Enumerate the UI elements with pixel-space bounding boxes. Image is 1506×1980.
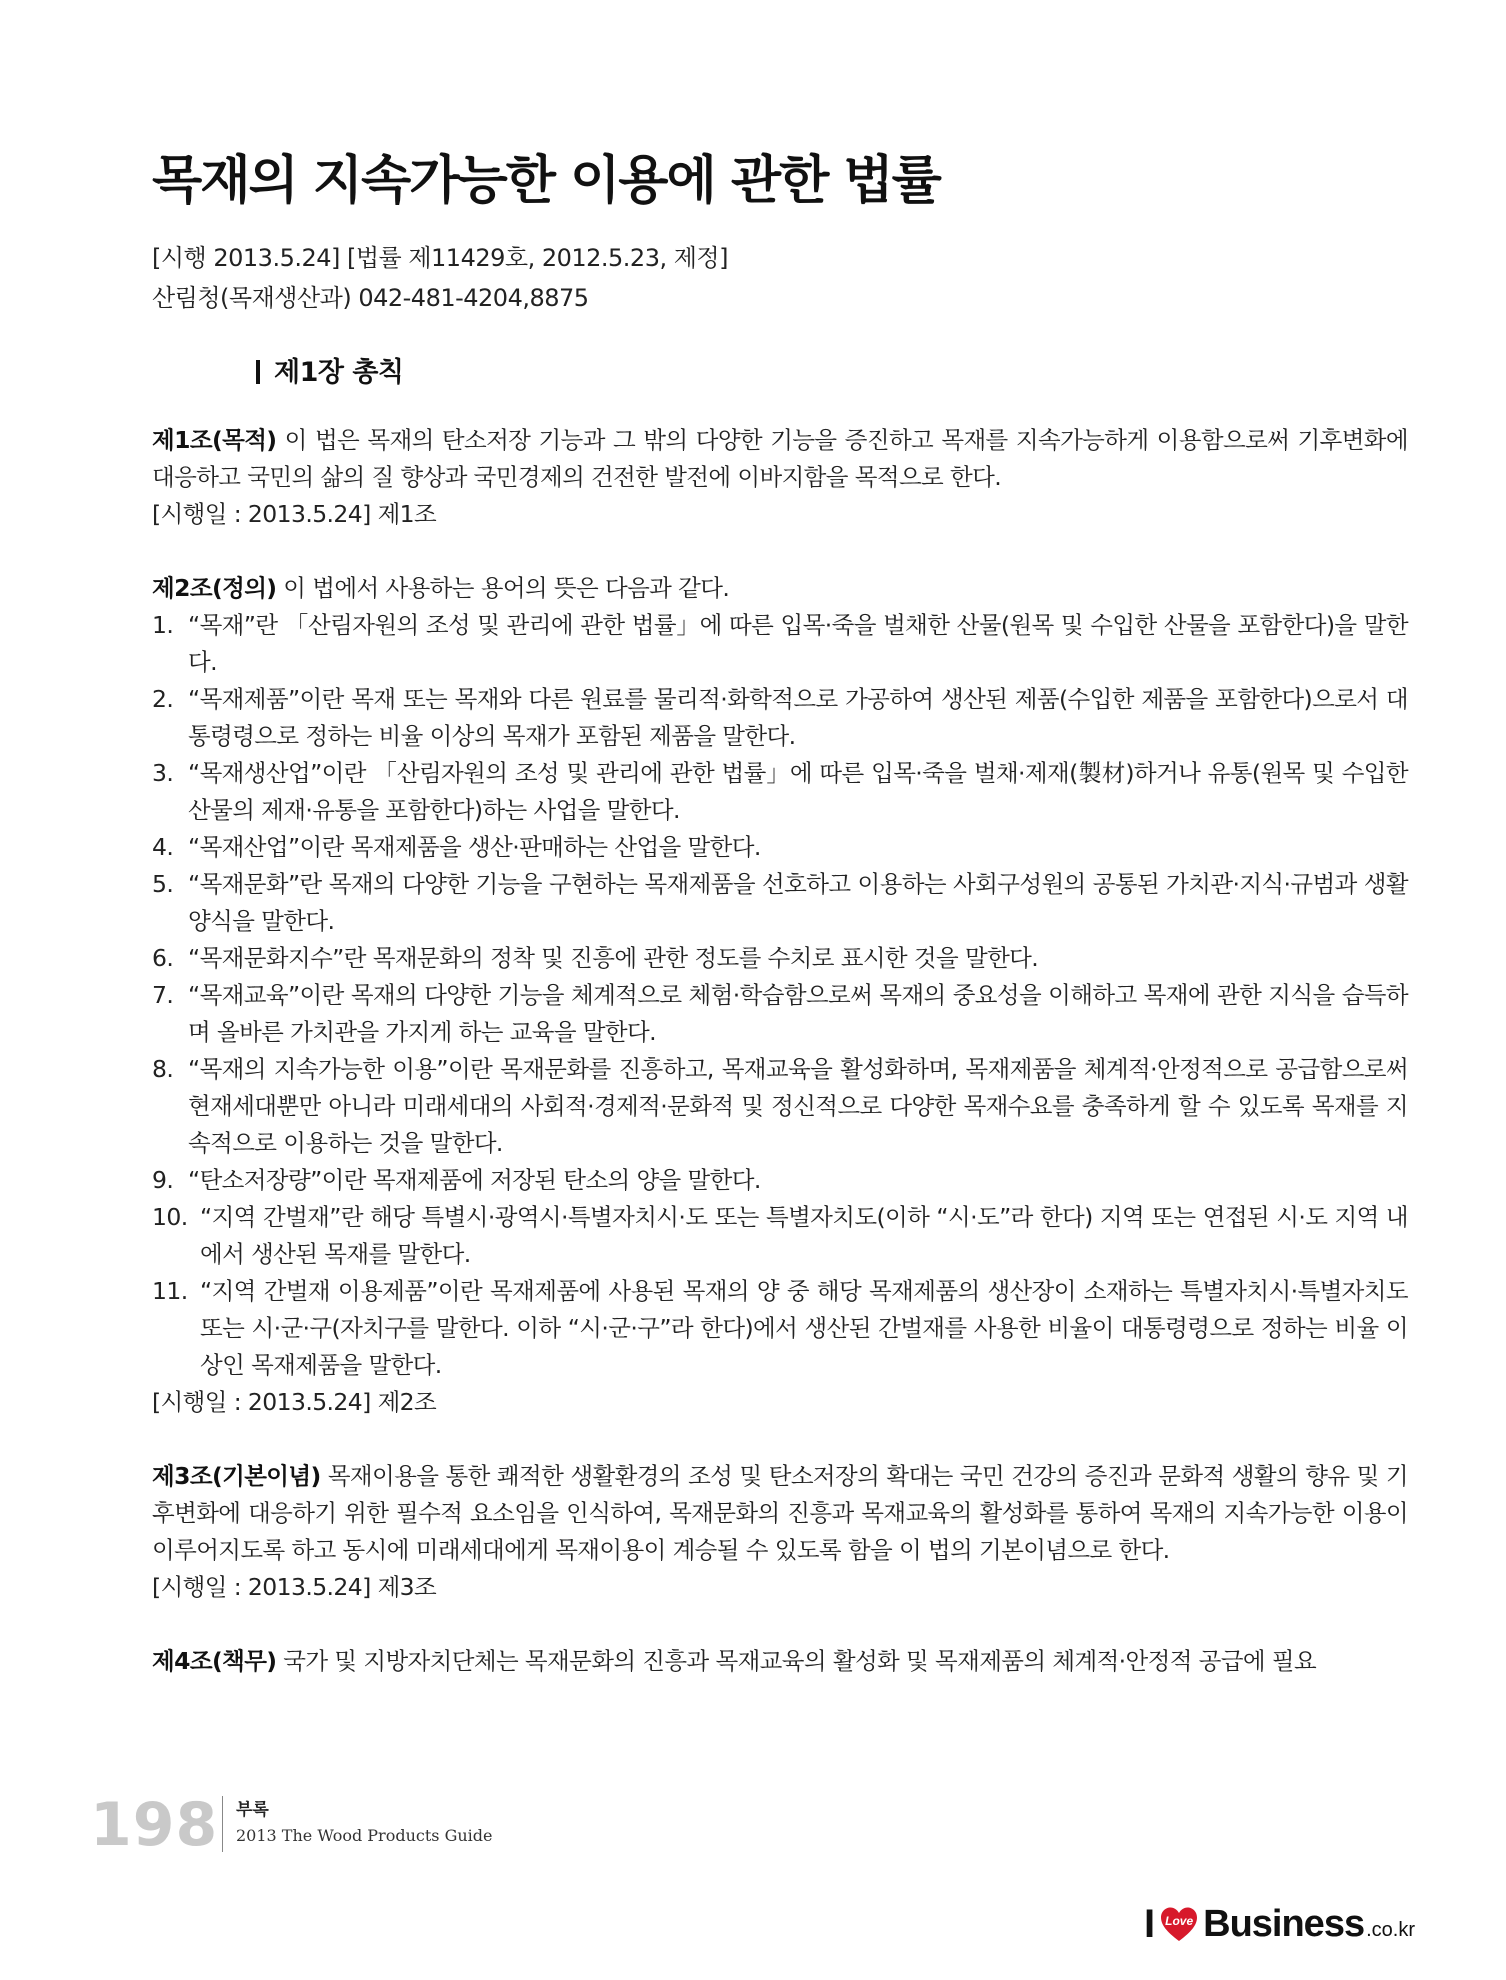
list-item [152,1162,1408,1199]
article-text: 목재이용을 통한 쾌적한 생활환경의 조성 및 탄소저장의 확대는 국민 건강의 증진과 문화적 생활의 향유 및 기후변화에 대응하기 위한 필수적 요소임을 인식하여, 목재문화의 진흥과 목재교육의 활성화를 통하여 목재의 지속가능한 이용이 이루어지도록 하고 동시에 미래세대에게 목재이용이 계승될 수 있도록 함을 이 법의 기본이념으로 한다. [152,1462,1408,1564]
article-heading: 제4조(책무) [152,1647,277,1675]
law-enforcement-info: [시행 2013.5.24] [법률 제11429호, 2012.5.23, 제정] [152,244,728,272]
list-item [152,1051,1408,1162]
effective-date: [시행일 : 2013.5.24] 제2조 [152,1388,437,1416]
item-text: “목재문화”란 목재의 다양한 기능을 구현하는 목재제품을 선호하고 이용하는 사회구성원의 공통된 가치관·지식·규범과 생활양식을 말한다. [188,870,1408,935]
agency-contact: 산림청(목재생산과) 042-481-4204,8875 [152,284,589,312]
item-number: 2. [152,685,174,713]
brand-prefix: I [1144,1902,1156,1946]
definition-list [152,607,1408,1384]
article-2 [152,570,1408,1421]
item-number: 7. [152,981,174,1009]
list-item [152,1273,1408,1384]
law-body [152,422,1408,1717]
effective-date: [시행일 : 2013.5.24] 제3조 [152,1573,437,1601]
article-text: 이 법에서 사용하는 용어의 뜻은 다음과 같다. [276,574,730,602]
article-heading: 제1조(목적) [152,426,277,454]
chapter-bar [256,360,260,384]
item-number: 5. [152,870,174,898]
list-item [152,940,1408,977]
item-text: “목재”란 「산림자원의 조성 및 관리에 관한 법률」에 따른 입목·죽을 벌채한 산물(원목 및 수입한 산물을 포함한다)을 말한다. [188,611,1408,676]
footer-guide-title: 2013 The Wood Products Guide [236,1826,493,1845]
item-number: 9. [152,1166,174,1194]
chapter-title: 제1장 총칙 [274,357,404,388]
list-item [152,1199,1408,1273]
brand-name: Business [1203,1903,1365,1945]
item-text: “목재제품”이란 목재 또는 목재와 다른 원료를 물리적·화학적으로 가공하여 생산된 제품(수입한 제품을 포함한다)으로서 대통령령으로 정하는 비율 이상의 목재가 포함된 제품을 말한다. [188,685,1408,750]
item-text: “지역 간벌재”란 해당 특별시·광역시·특별자치시·도 또는 특별자치도(이하 “시·도”라 한다) 지역 또는 연접된 시·도 지역 내에서 생산된 목재를 말한다. [200,1203,1408,1268]
article-heading: 제3조(기본이념) [152,1462,321,1490]
list-item [152,755,1408,829]
list-item [152,681,1408,755]
article-4 [152,1643,1408,1680]
item-number: 6. [152,944,174,972]
heart-icon [1159,1905,1199,1945]
footer-divider [222,1796,223,1852]
effective-date: [시행일 : 2013.5.24] 제1조 [152,500,437,528]
list-item [152,866,1408,940]
article-1 [152,422,1408,533]
item-text: “탄소저장량”이란 목재제품에 저장된 탄소의 양을 말한다. [188,1166,761,1194]
law-meta [152,238,728,318]
item-text: “목재문화지수”란 목재문화의 정착 및 진흥에 관한 정도를 수치로 표시한 것을 말한다. [188,944,1039,972]
article-paragraph [152,570,1408,607]
item-number: 11. [152,1277,188,1305]
list-item [152,977,1408,1051]
brand-logo [1144,1902,1415,1947]
item-text: “목재교육”이란 목재의 다양한 기능을 체계적으로 체험·학습함으로써 목재의 중요성을 이해하고 목재에 관한 지식을 습득하며 올바른 가치관을 가지게 하는 교육을 말한다. [188,981,1408,1046]
item-text: “목재산업”이란 목재제품을 생산·판매하는 산업을 말한다. [188,833,761,861]
article-3 [152,1458,1408,1606]
article-paragraph [152,422,1408,496]
list-item [152,829,1408,866]
item-number: 1. [152,611,174,639]
item-number: 4. [152,833,174,861]
heart-label: Love [1165,1913,1194,1928]
article-paragraph [152,1458,1408,1569]
item-number: 8. [152,1055,174,1083]
item-text: “지역 간벌재 이용제품”이란 목재제품에 사용된 목재의 양 중 해당 목재제품의 생산장이 소재하는 특별자치시·특별자치도 또는 시·군·구(자치구를 말한다. 이하 “시·군·구”라 한다)에서 생산된 간벌재를 사용한 비율이 대통령령으로 정하는 비율 이상인 목재제품을 말한다. [200,1277,1408,1379]
brand-domain: .co.kr [1366,1919,1415,1941]
article-paragraph [152,1643,1408,1680]
item-number: 10. [152,1203,188,1231]
item-number: 3. [152,759,174,787]
item-text: “목재의 지속가능한 이용”이란 목재문화를 진흥하고, 목재교육을 활성화하며, 목재제품을 체계적·안정적으로 공급함으로써 현재세대뿐만 아니라 미래세대의 사회적·경제적·문화적 및 정신적으로 다양한 목재수요를 충족하게 할 수 있도록 목재를 지속적으로 이용하는 것을 말한다. [188,1055,1408,1157]
page-number: 198 [90,1790,219,1860]
list-item [152,607,1408,681]
document-title: 목재의 지속가능한 이용에 관한 법률 [152,151,940,211]
article-text: 국가 및 지방자치단체는 목재문화의 진흥과 목재교육의 활성화 및 목재제품의 체계적·안정적 공급에 필요 [276,1647,1317,1675]
footer-section-label: 부록 [236,1800,269,1820]
article-heading: 제2조(정의) [152,574,277,602]
chapter-heading [256,350,404,389]
item-text: “목재생산업”이란 「산림자원의 조성 및 관리에 관한 법률」에 따른 입목·죽을 벌채·제재(製材)하거나 유통(원목 및 수입한 산물의 제재·유통을 포함한다)하는 사업을 말한다. [188,759,1408,824]
article-text: 이 법은 목재의 탄소저장 기능과 그 밖의 다양한 기능을 증진하고 목재를 지속가능하게 이용함으로써 기후변화에 대응하고 국민의 삶의 질 향상과 국민경제의 건전한 발전에 이바지함을 목적으로 한다. [152,426,1408,491]
